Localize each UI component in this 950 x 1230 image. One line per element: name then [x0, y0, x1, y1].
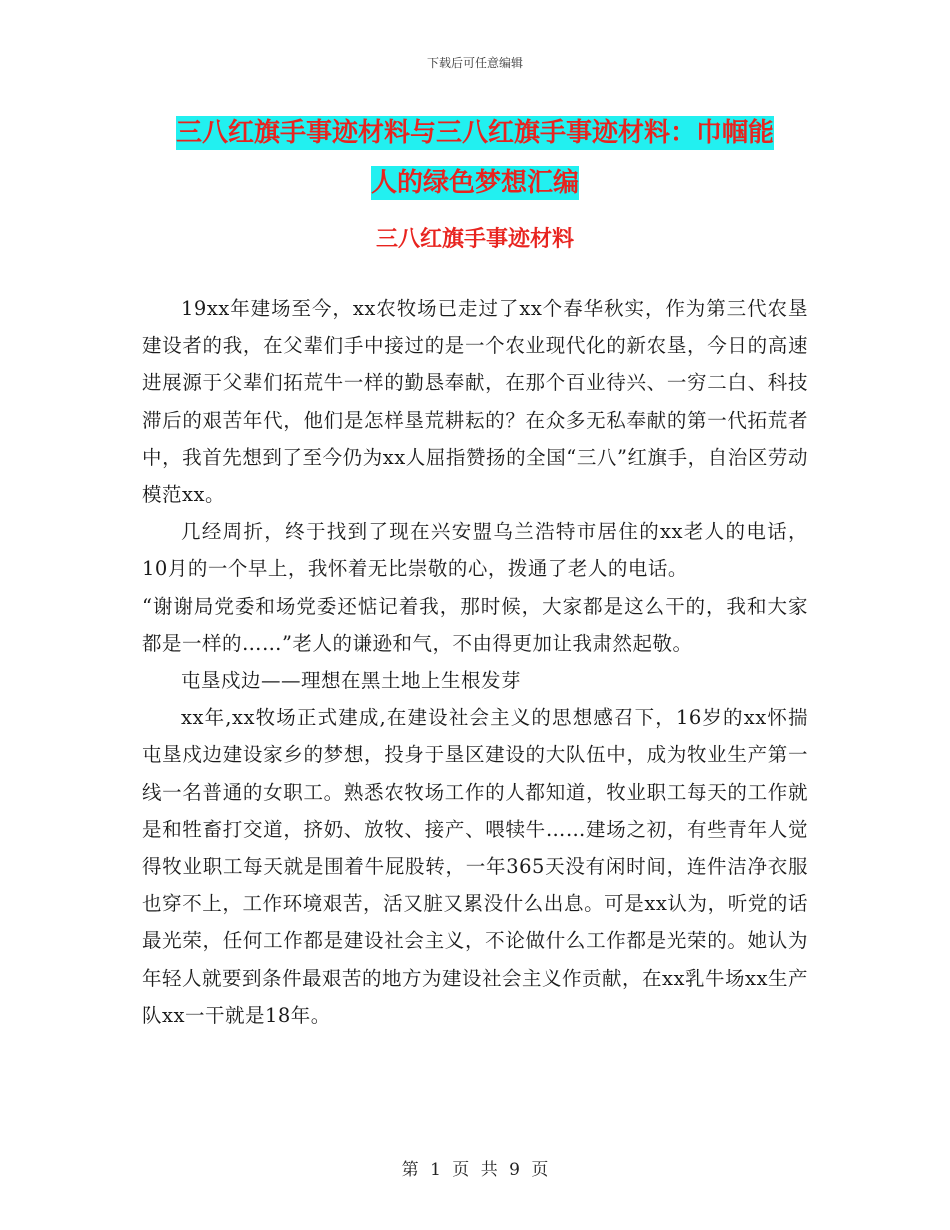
paragraph: “谢谢局党委和场党委还惦记着我，那时候，大家都是这么干的，我和大家都是一样的……”老人的谦逊和气，不由得更加让我肃然起敬。: [142, 594, 808, 655]
document-body: [142, 290, 808, 1034]
subheading: 屯垦戍边——理想在黑土地上生根发芽: [181, 669, 522, 693]
section-heading: 三八红旗手事迹材料: [375, 226, 574, 252]
document-title: [140, 108, 810, 208]
paragraph: 19xx年建场至今，xx农牧场已走过了xx个春华秋实，作为第三代农垦建设者的我，在父辈们手中接过的是一个农业现代化的新农垦，今日的高速进展源于父辈们拓荒牛一样的勤恳奉献，在那个百业待兴、一穷二白、科技滞后的艰苦年代，他们是怎样垦荒耕耘的？在众多无私奉献的第一代拓荒者中，我首先想到了至今仍为xx人屈指赞扬的全国“三八”红旗手，自治区劳动模范xx。: [142, 297, 808, 507]
paragraph: 几经周折，终于找到了现在兴安盟乌兰浩特市居住的xx老人的电话，10月的一个早上，我怀着无比崇敬的心，拨通了老人的电话。: [142, 520, 808, 581]
header-note: 下载后可任意编辑: [426, 56, 523, 70]
title-line-1: 三八红旗手事迹材料与三八红旗手事迹材料：巾帼能: [175, 118, 774, 148]
paragraph: xx年,xx牧场正式建成,在建设社会主义的思想感召下，16岁的xx怀揣屯垦戍边建设家乡的梦想，投身于垦区建设的大队伍中，成为牧业生产第一线一名普通的女职工。熟悉农牧场工作的人都知道，牧业职工每天的工作就是和牲畜打交道，挤奶、放牧、接产、喂犊牛……建场之初，有些青年人觉得牧业职工每天就是围着牛屁股转，一年365天没有闲时间，连件洁净衣服也穿不上，工作环境艰苦，活又脏又累没什么出息。可是xx认为，听党的话最光荣，任何工作都是建设社会主义，不论做什么工作都是光荣的。她认为年轻人就要到条件最艰苦的地方为建设社会主义作贡献，在xx乳牛场xx生产队xx一干就是18年。: [142, 706, 808, 1027]
title-line-2: 人的绿色梦想汇编: [370, 168, 579, 198]
page-footer: 第 1 页 共 9 页: [401, 1160, 549, 1180]
